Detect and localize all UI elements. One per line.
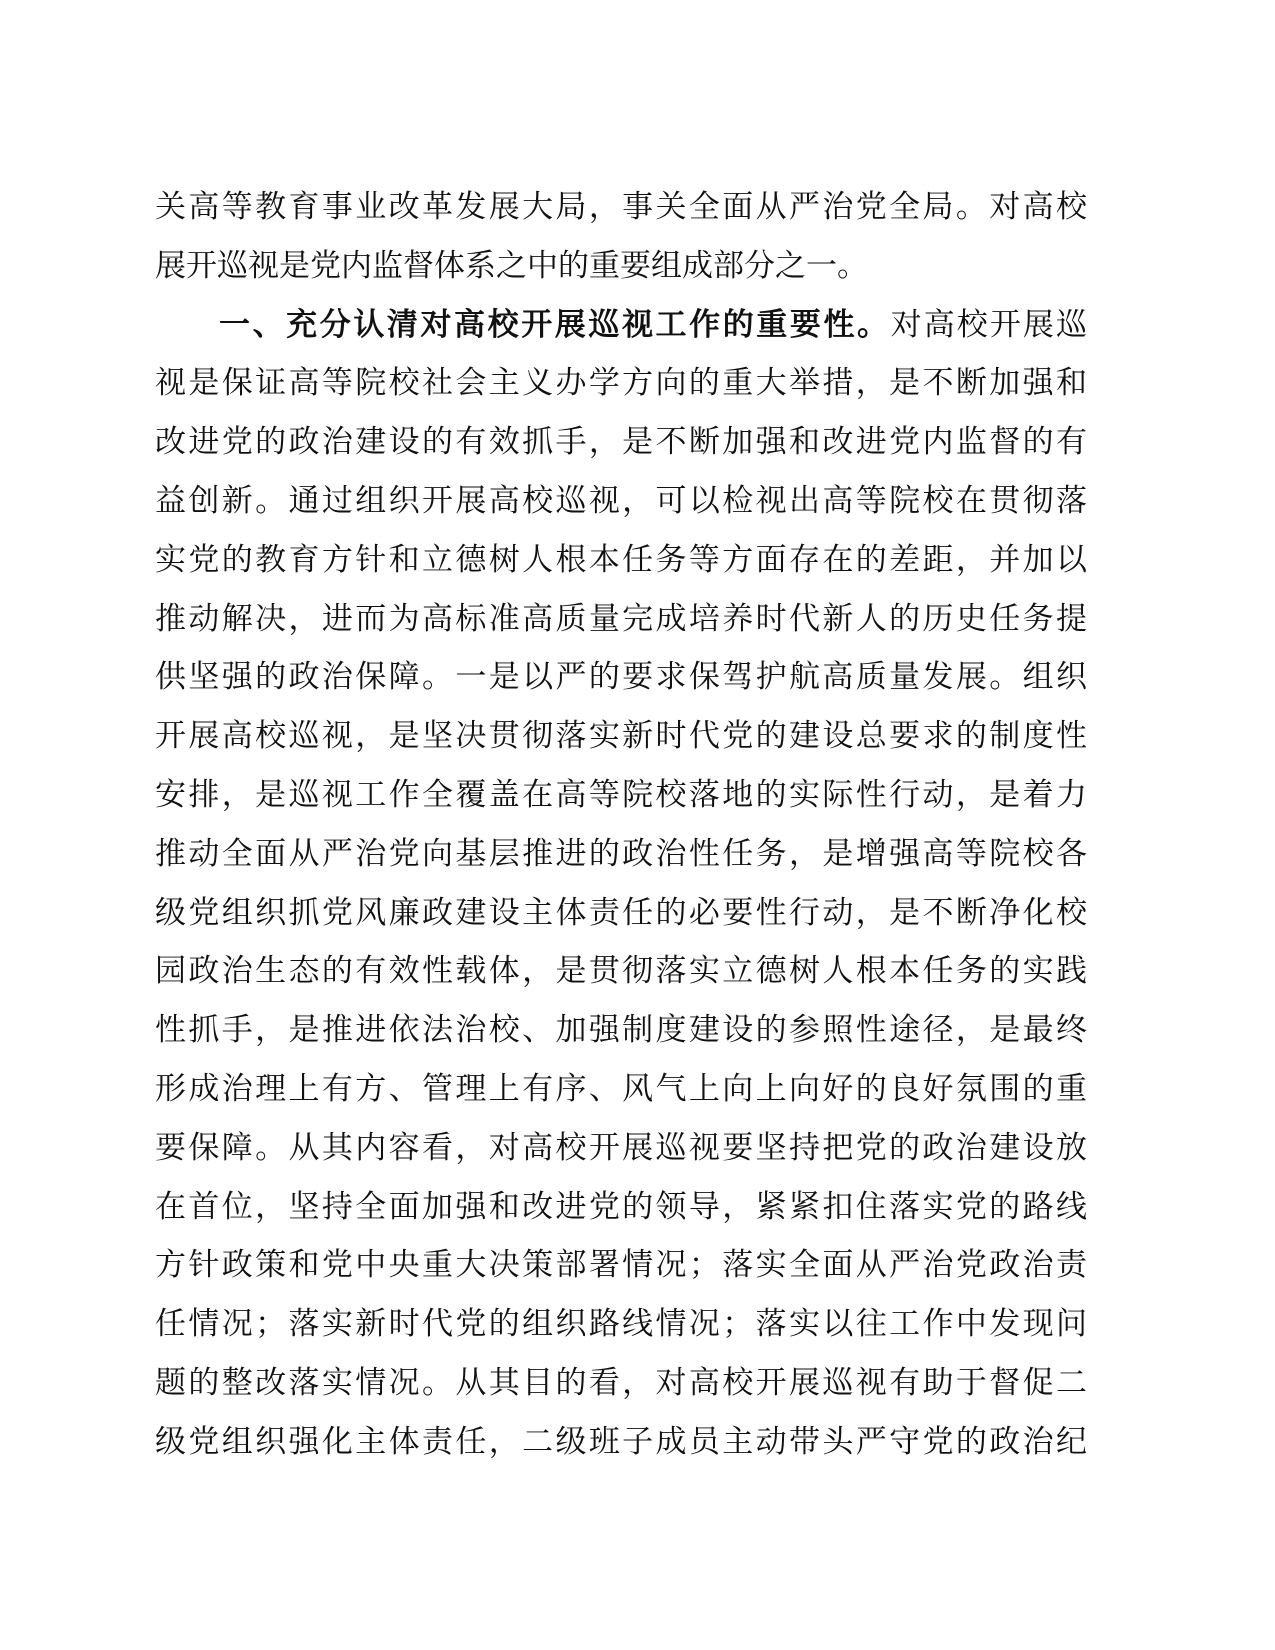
text-line-21: 题的整改落实情况。从其目的看，对高校开展巡视有助于督促二: [155, 1364, 1087, 1401]
text-line-14: 园政治生态的有效性载体，是贯彻落实立德树人根本任务的实践: [155, 953, 1087, 990]
text-line-8: 推动解决，进而为高标准高质量完成培养时代新人的历史任务提: [155, 600, 1087, 637]
text-line-13: 级党组织抓党风廉政建设主体责任的必要性行动，是不断净化校: [155, 894, 1087, 931]
text-line-22: 级党组织强化主体责任，二级班子成员主动带头严守党的政治纪: [155, 1423, 1087, 1460]
text-line-1: 关高等教育事业改革发展大局，事关全面从严治党全局。对高校: [155, 189, 1087, 225]
text-line-10: 开展高校巡视，是坚决贯彻落实新时代党的建设总要求的制度性: [155, 718, 1087, 755]
text-line-19: 方针政策和党中央重大决策部署情况；落实全面从严治党政治责: [155, 1247, 1087, 1284]
section-heading-line: [155, 296, 1087, 355]
text-line-7: 实党的教育方针和立德树人根本任务等方面存在的差距，并加以: [155, 541, 1087, 578]
text-line-11: 安排，是巡视工作全覆盖在高等院校落地的实际性行动，是着力: [155, 776, 1087, 813]
section-heading: 一、充分认清对高校开展巡视工作的重要性。: [219, 306, 891, 343]
text-line-6: 益创新。通过组织开展高校巡视，可以检视出高等院校在贯彻落: [155, 482, 1087, 519]
text-line-5: 改进党的政治建设的有效抓手，是不断加强和改进党内监督的有: [155, 424, 1087, 461]
text-line-20: 任情况；落实新时代党的组织路线情况；落实以往工作中发现问: [155, 1306, 1087, 1343]
section-heading-tail: 对高校开展巡: [890, 306, 1087, 343]
text-line-2: 展开巡视是党内监督体系之中的重要组成部分之一。: [155, 247, 868, 284]
text-line-16: 形成治理上有方、管理上有序、风气上向上向好的良好氛围的重: [155, 1070, 1087, 1107]
text-line-4: 视是保证高等院校社会主义办学方向的重大举措，是不断加强和: [155, 365, 1087, 402]
text-line-12: 推动全面从严治党向基层推进的政治性任务，是增强高等院校各: [155, 835, 1087, 872]
text-line-15: 性抓手，是推进依法治校、加强制度建设的参照性途径，是最终: [155, 1012, 1087, 1049]
text-line-18: 在首位，坚持全面加强和改进党的领导，紧紧扣住落实党的路线: [155, 1188, 1087, 1225]
document-body: [155, 178, 1087, 1472]
text-line-9: 供坚强的政治保障。一是以严的要求保驾护航高质量发展。组织: [155, 659, 1087, 696]
text-line-17: 要保障。从其内容看，对高校开展巡视要坚持把党的政治建设放: [155, 1129, 1087, 1166]
